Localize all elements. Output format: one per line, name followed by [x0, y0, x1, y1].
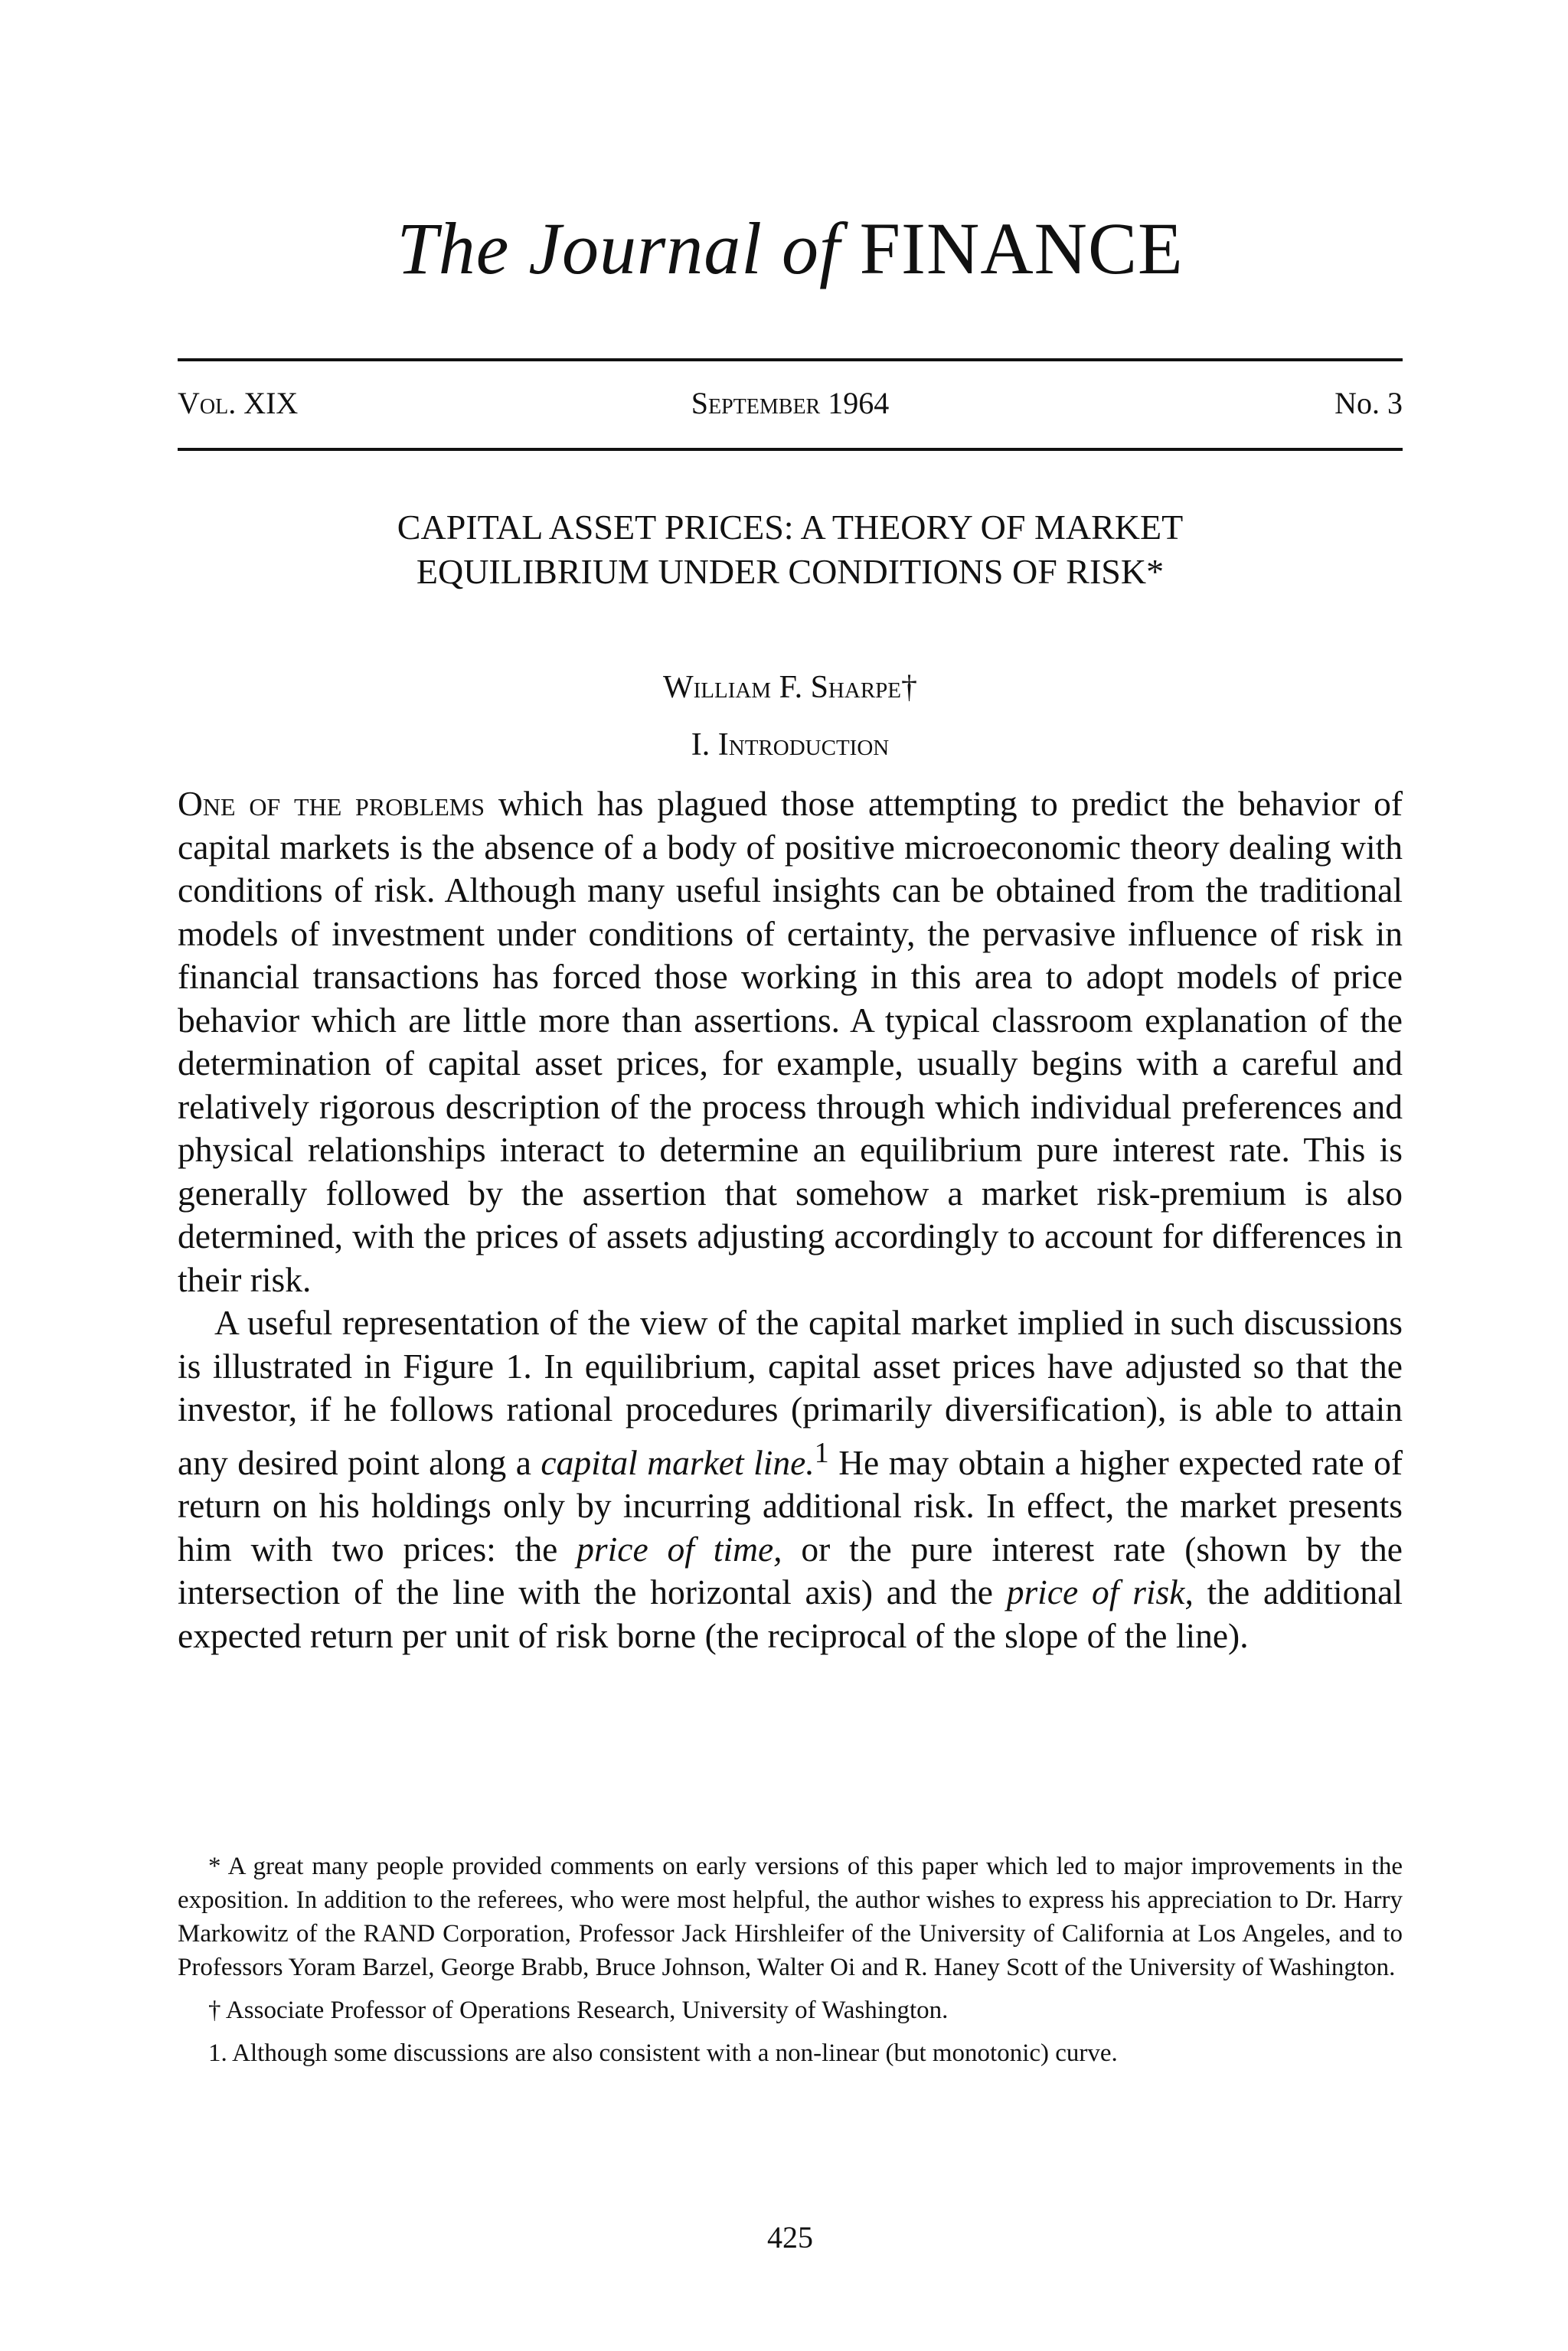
- term-capital-market-line: capital market line.: [541, 1442, 815, 1482]
- article-title: [178, 505, 1403, 594]
- paragraph-2-text-a: A useful representation of the view of the capital market implied in such discussions is illustrated in Figure 1. In equilibrium, capital asset prices have adjusted so that the investor, if he follows rational procedures (primarily diversification), is able to attain any desired point along a: [178, 1303, 1403, 1482]
- masthead-top-rule: [178, 358, 1403, 361]
- body-paragraph-2: [178, 1301, 1403, 1657]
- masthead-finance: FINANCE: [859, 207, 1184, 289]
- footnote-ref-1: 1: [814, 1436, 829, 1469]
- footnotes: [178, 1850, 1403, 2079]
- article-title-line-2: EQUILIBRIUM UNDER CONDITIONS OF RISK*: [416, 552, 1165, 591]
- term-price-of-time: price of time,: [577, 1529, 782, 1569]
- paragraph-1-text: which has plagued those attempting to predict the behavior of capital markets is the absence of a body of positive microeconomic theory dealing with conditions of risk. Although many useful insights can be obtained from the traditional models of investment under conditions of certainty, the pervasive influence of risk in financial transactions has forced those working in this area to adopt models of price behavior which are little more than assertions. A typical classroom explanation of the determination of capital asset prices, for example, usually begins with a careful and relatively rigorous description of the process through which individual preferences and physical relationships interact to determine an equilibrium pure interest rate. This is generally followed by the assertion that somehow a market risk-premium is also determined, with the prices of assets adjusting accordingly to account for differences in their risk.: [178, 784, 1403, 1299]
- section-heading: I. Introduction: [691, 727, 890, 762]
- issue-number: No. 3: [1334, 386, 1403, 420]
- issue-date: September 1964: [691, 386, 890, 420]
- paragraph-lead-in: One of the problems: [178, 784, 485, 823]
- article-body: [178, 782, 1403, 1657]
- masthead-journal: Journal: [528, 207, 763, 289]
- paragraph-2-text-d: the additional expected return per unit of risk borne (the reciprocal of the slope of the line).: [178, 1572, 1403, 1655]
- paragraph-2-text-c: or the pure interest rate (shown by the intersection of the line with the horizontal axis) and the: [178, 1529, 1403, 1612]
- journal-page: [178, 0, 1403, 2351]
- term-price-of-risk: price of risk,: [1006, 1572, 1194, 1612]
- masthead-the: The: [397, 207, 510, 289]
- masthead-bottom-rule: [178, 448, 1403, 451]
- issue-info-line: [178, 380, 1403, 426]
- paragraph-2-text-b: He may obtain a higher expected rate of return on his holdings only by incurring additional risk. In effect, the market presents him with two prices: the: [178, 1442, 1403, 1569]
- masthead-of: of: [781, 207, 841, 289]
- journal-masthead: [178, 207, 1403, 291]
- footnote-dagger: † Associate Professor of Operations Research, University of Washington.: [208, 1997, 949, 2024]
- issue-volume: Vol. XIX: [178, 386, 299, 420]
- footnote-star: * A great many people provided comments on early versions of this paper which led to major improvements in the exposition. In addition to the referees, who were most helpful, the author wishes to express his appreciation to Dr. Harry Markowitz of the RAND Corporation, Professor Jack Hirshleifer of the University of California at Los Angeles, and to Professors Yoram Barzel, George Brabb, Bruce Johnson, Walter Oi and R. Haney Scott of the University of Washington.: [178, 1853, 1403, 1981]
- footnote-1: 1. Although some discussions are also consistent with a non-linear (but monotonic) curve.: [208, 2039, 1118, 2067]
- page-number: 425: [767, 2220, 813, 2255]
- article-author: William F. Sharpe†: [662, 670, 918, 705]
- body-paragraph-1: [178, 782, 1403, 1301]
- article-title-line-1: CAPITAL ASSET PRICES: A THEORY OF MARKET: [397, 508, 1184, 547]
